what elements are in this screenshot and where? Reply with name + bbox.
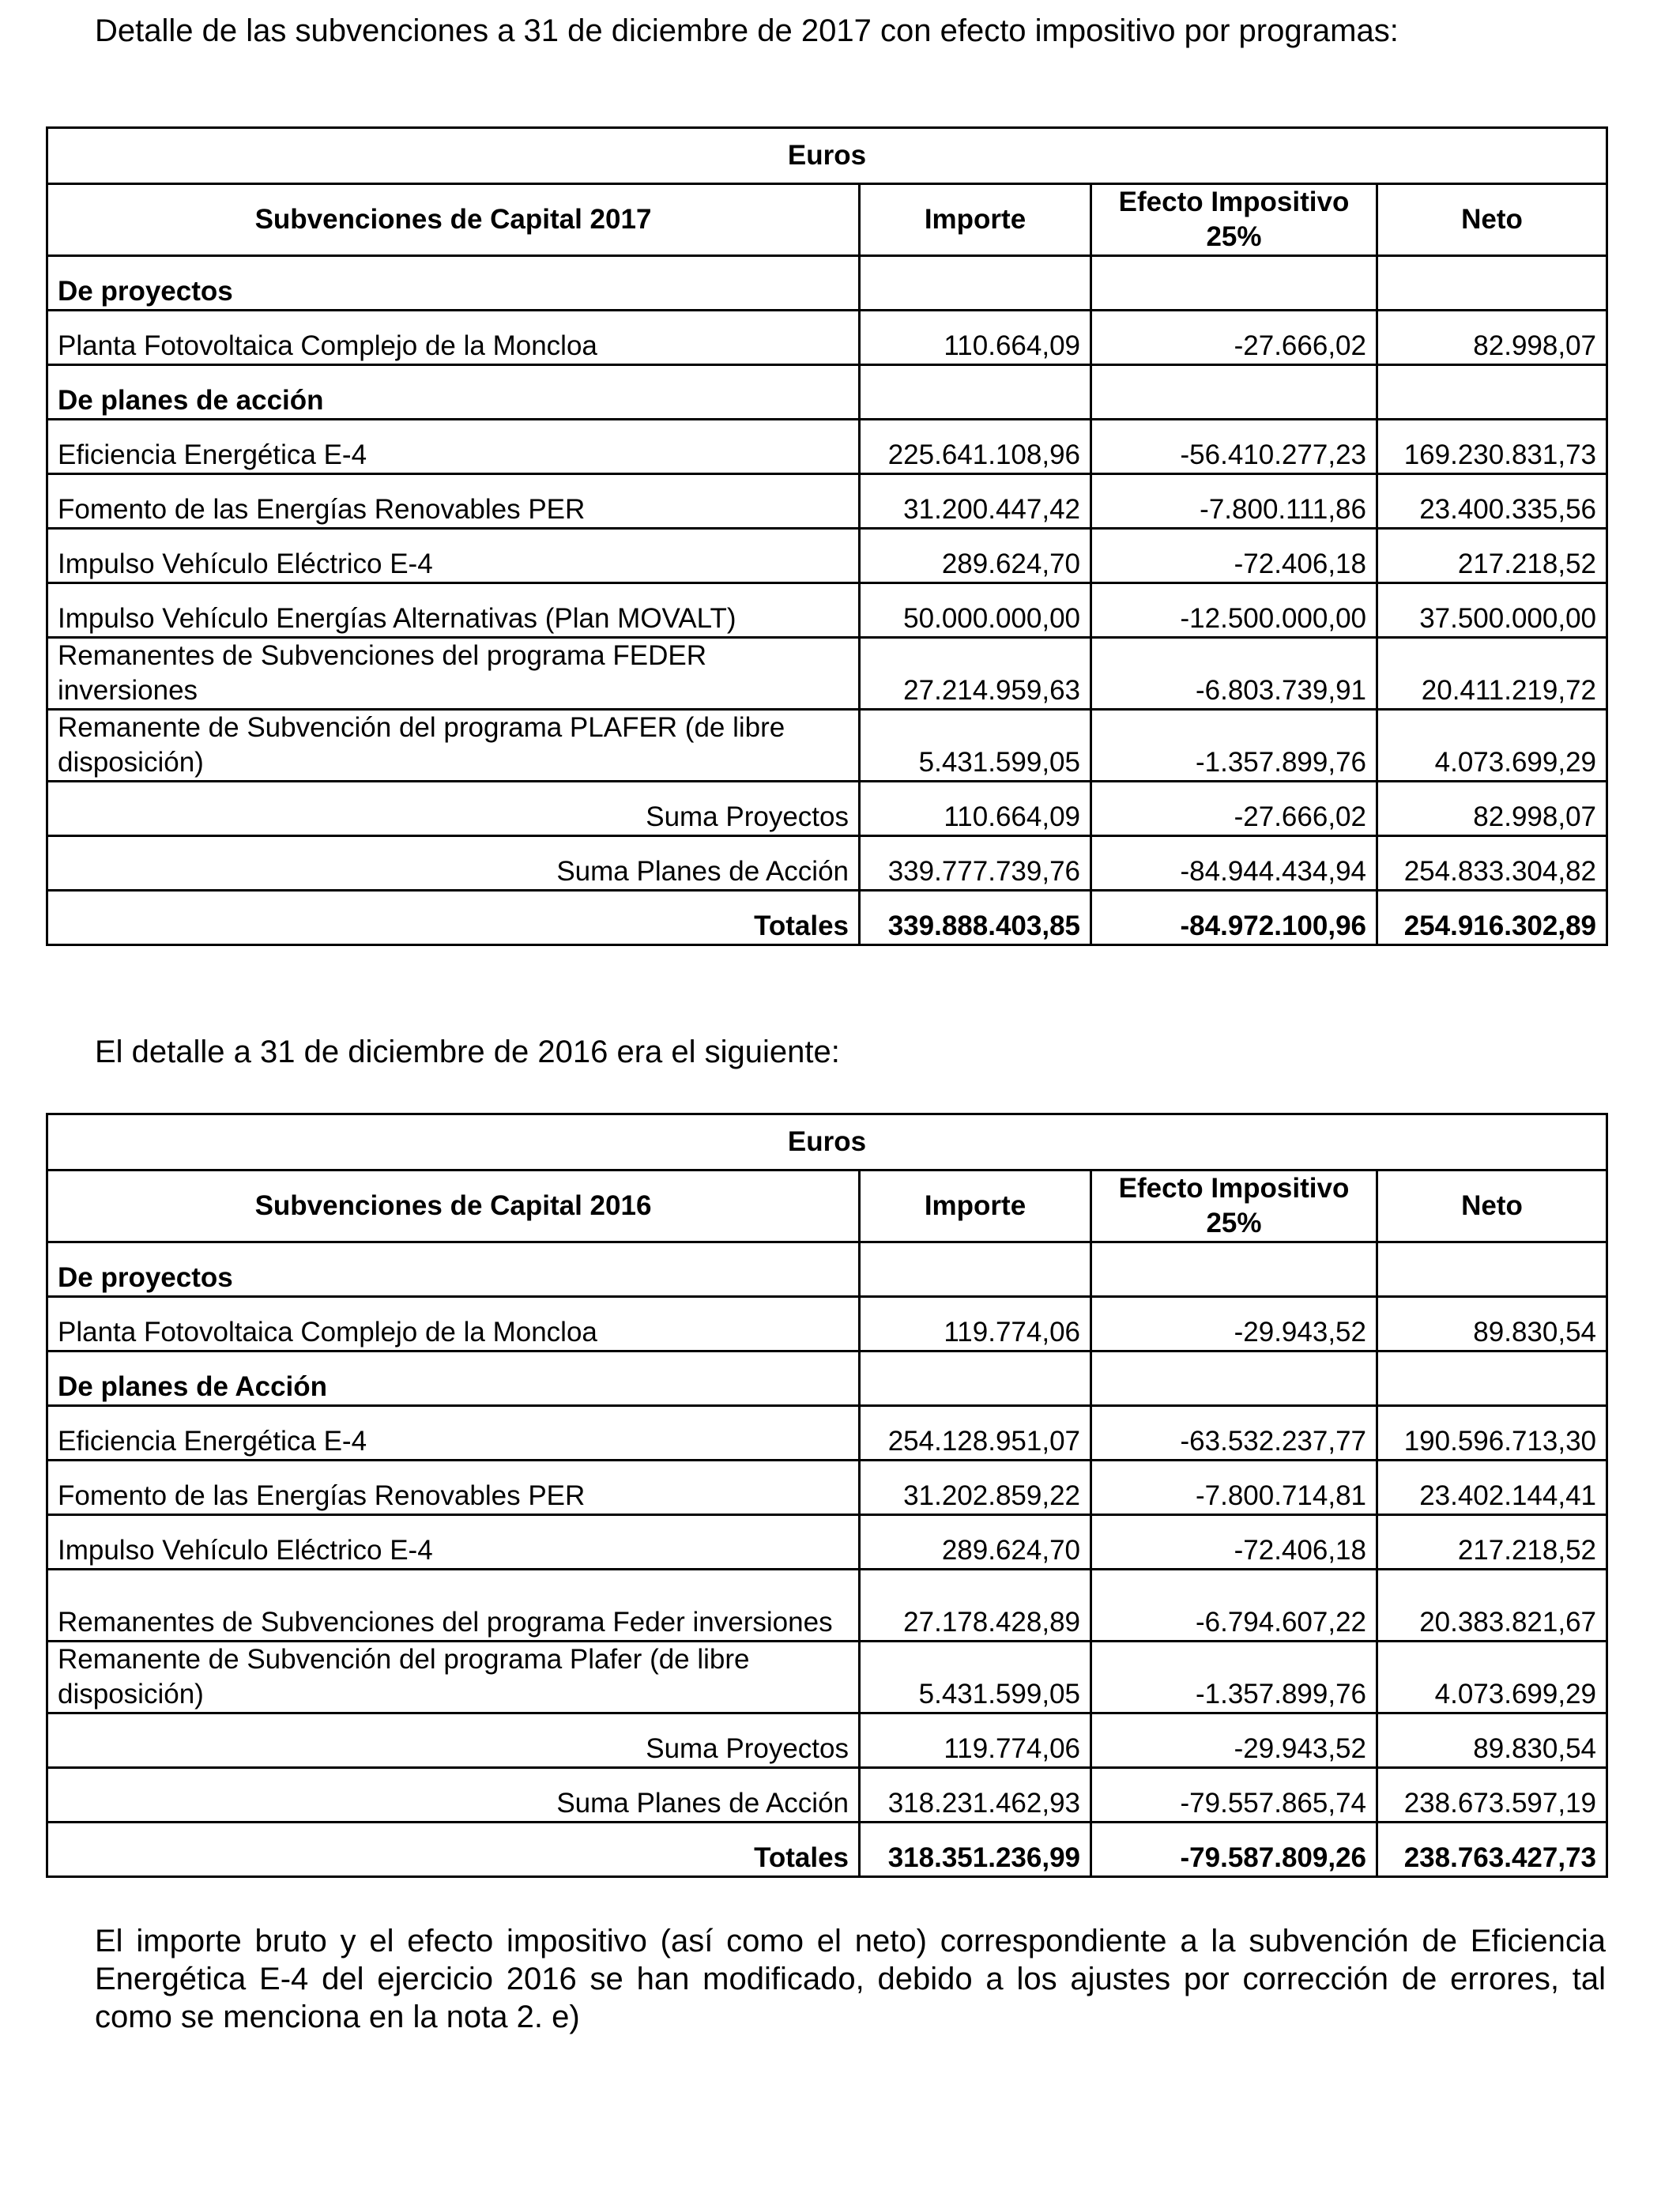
tax-effect-cell: -29.943,52 — [1091, 1297, 1377, 1351]
neto-cell: 20.383.821,67 — [1377, 1570, 1607, 1642]
importe-cell: 119.774,06 — [860, 1713, 1091, 1768]
column-header-concept: Subvenciones de Capital 2017 — [47, 184, 860, 256]
section-row-planes — [47, 365, 1607, 420]
importe-cell: 50.000.000,00 — [860, 583, 1091, 638]
importe-cell: 110.664,09 — [860, 782, 1091, 836]
tax-effect-cell: -72.406,18 — [1091, 529, 1377, 583]
neto-cell: 4.073.699,29 — [1377, 710, 1607, 782]
row-label: Remanente de Subvención del programa Plafer (de libre disposición) — [47, 1642, 860, 1713]
empty-cell — [1091, 365, 1377, 420]
neto-cell: 238.763.427,73 — [1377, 1823, 1607, 1877]
table-row — [47, 1642, 1607, 1713]
neto-cell: 217.218,52 — [1377, 529, 1607, 583]
subsidies-table-2016 — [46, 1113, 1608, 1878]
neto-cell: 254.833.304,82 — [1377, 836, 1607, 891]
section-row-proyectos — [47, 1242, 1607, 1297]
tax-effect-cell: -6.794.607,22 — [1091, 1570, 1377, 1642]
tax-effect-cell: -27.666,02 — [1091, 782, 1377, 836]
tax-effect-cell: -27.666,02 — [1091, 311, 1377, 365]
neto-cell: 4.073.699,29 — [1377, 1642, 1607, 1713]
importe-cell: 318.231.462,93 — [860, 1768, 1091, 1823]
row-label: Remanente de Subvención del programa PLAFER (de libre disposición) — [47, 710, 860, 782]
table-row — [47, 710, 1607, 782]
row-label: Impulso Vehículo Energías Alternativas (Plan MOVALT) — [47, 583, 860, 638]
row-label: Remanentes de Subvenciones del programa Feder inversiones — [47, 1570, 860, 1642]
empty-cell — [860, 1351, 1091, 1406]
table-header-row — [47, 184, 1607, 256]
empty-cell — [860, 1242, 1091, 1297]
tax-effect-cell: -6.803.739,91 — [1091, 638, 1377, 710]
table-row — [47, 1297, 1607, 1351]
section-label: De proyectos — [47, 256, 860, 311]
table-row — [47, 1406, 1607, 1461]
empty-cell — [1377, 1351, 1607, 1406]
table-row — [47, 1570, 1607, 1642]
empty-cell — [1377, 1242, 1607, 1297]
subtotal-label: Suma Planes de Acción — [47, 836, 860, 891]
tax-effect-cell: -79.587.809,26 — [1091, 1823, 1377, 1877]
importe-cell: 119.774,06 — [860, 1297, 1091, 1351]
row-label: Planta Fotovoltaica Complejo de la Moncloa — [47, 1297, 860, 1351]
tax-effect-cell: -12.500.000,00 — [1091, 583, 1377, 638]
tax-effect-cell: -84.944.434,94 — [1091, 836, 1377, 891]
neto-cell: 238.673.597,19 — [1377, 1768, 1607, 1823]
neto-cell: 23.400.335,56 — [1377, 474, 1607, 529]
empty-cell — [1091, 1242, 1377, 1297]
total-row — [47, 891, 1607, 945]
column-header-neto: Neto — [1377, 1171, 1607, 1242]
neto-cell: 37.500.000,00 — [1377, 583, 1607, 638]
table-row — [47, 583, 1607, 638]
tax-effect-cell: -29.943,52 — [1091, 1713, 1377, 1768]
subtotal-label: Suma Proyectos — [47, 1713, 860, 1768]
section-label: De proyectos — [47, 1242, 860, 1297]
row-label: Impulso Vehículo Eléctrico E-4 — [47, 1515, 860, 1570]
tax-effect-cell: -72.406,18 — [1091, 1515, 1377, 1570]
row-label: Impulso Vehículo Eléctrico E-4 — [47, 529, 860, 583]
table-row — [47, 311, 1607, 365]
subsidies-table-2017 — [46, 126, 1608, 946]
section-label: De planes de acción — [47, 365, 860, 420]
tax-effect-cell: -84.972.100,96 — [1091, 891, 1377, 945]
importe-cell: 225.641.108,96 — [860, 420, 1091, 474]
table-row — [47, 420, 1607, 474]
tax-effect-cell: -63.532.237,77 — [1091, 1406, 1377, 1461]
subtotal-label: Suma Planes de Acción — [47, 1768, 860, 1823]
table-row — [47, 1461, 1607, 1515]
column-header-tax-effect: Efecto Impositivo 25% — [1091, 1171, 1377, 1242]
table-row — [47, 1515, 1607, 1570]
table-row — [47, 529, 1607, 583]
subtotal-row-planes — [47, 1768, 1607, 1823]
importe-cell: 31.200.447,42 — [860, 474, 1091, 529]
subtotal-label: Suma Proyectos — [47, 782, 860, 836]
empty-cell — [1377, 256, 1607, 311]
tax-effect-cell: -7.800.111,86 — [1091, 474, 1377, 529]
table-row — [47, 474, 1607, 529]
column-header-tax-effect: Efecto Impositivo 25% — [1091, 184, 1377, 256]
empty-cell — [860, 256, 1091, 311]
subtotal-row-planes — [47, 836, 1607, 891]
importe-cell: 31.202.859,22 — [860, 1461, 1091, 1515]
closing-paragraph: El importe bruto y el efecto impositivo (así como el neto) correspondiente a la subvención de Eficiencia Energética E-4 del ejercicio 2016 se han modificado, debido a los ajustes por corrección de errores, tal como se menciona en la nota 2. e) — [95, 1924, 1606, 2034]
row-label: Eficiencia Energética E-4 — [47, 1406, 860, 1461]
importe-cell: 5.431.599,05 — [860, 710, 1091, 782]
tax-effect-cell: -79.557.865,74 — [1091, 1768, 1377, 1823]
neto-cell: 89.830,54 — [1377, 1713, 1607, 1768]
table-header-row — [47, 1171, 1607, 1242]
tax-effect-cell: -56.410.277,23 — [1091, 420, 1377, 474]
importe-cell: 254.128.951,07 — [860, 1406, 1091, 1461]
row-label: Eficiencia Energética E-4 — [47, 420, 860, 474]
row-label: Planta Fotovoltaica Complejo de la Moncloa — [47, 311, 860, 365]
section-label: De planes de Acción — [47, 1351, 860, 1406]
neto-cell: 23.402.144,41 — [1377, 1461, 1607, 1515]
neto-cell: 254.916.302,89 — [1377, 891, 1607, 945]
empty-cell — [1091, 1351, 1377, 1406]
tax-effect-cell: -7.800.714,81 — [1091, 1461, 1377, 1515]
importe-cell: 110.664,09 — [860, 311, 1091, 365]
importe-cell: 5.431.599,05 — [860, 1642, 1091, 1713]
table-row — [47, 638, 1607, 710]
neto-cell: 217.218,52 — [1377, 1515, 1607, 1570]
neto-cell: 190.596.713,30 — [1377, 1406, 1607, 1461]
neto-cell: 82.998,07 — [1377, 311, 1607, 365]
importe-cell: 289.624,70 — [860, 1515, 1091, 1570]
column-header-neto: Neto — [1377, 184, 1607, 256]
column-header-concept: Subvenciones de Capital 2016 — [47, 1171, 860, 1242]
empty-cell — [1377, 365, 1607, 420]
tax-effect-cell: -1.357.899,76 — [1091, 1642, 1377, 1713]
importe-cell: 318.351.236,99 — [860, 1823, 1091, 1877]
importe-cell: 289.624,70 — [860, 529, 1091, 583]
importe-cell: 27.214.959,63 — [860, 638, 1091, 710]
section-row-proyectos — [47, 256, 1607, 311]
subtotal-row-proyectos — [47, 782, 1607, 836]
section-row-planes — [47, 1351, 1607, 1406]
row-label: Remanentes de Subvenciones del programa FEDER inversiones — [47, 638, 860, 710]
neto-cell: 169.230.831,73 — [1377, 420, 1607, 474]
mid-paragraph: El detalle a 31 de diciembre de 2016 era el siguiente: — [95, 1035, 840, 1069]
euros-header: Euros — [47, 128, 1607, 184]
intro-paragraph: Detalle de las subvenciones a 31 de diciembre de 2017 con efecto impositivo por programas: — [95, 13, 1399, 48]
row-label: Fomento de las Energías Renovables PER — [47, 474, 860, 529]
total-label: Totales — [47, 891, 860, 945]
importe-cell: 27.178.428,89 — [860, 1570, 1091, 1642]
subtotal-row-proyectos — [47, 1713, 1607, 1768]
importe-cell: 339.888.403,85 — [860, 891, 1091, 945]
total-label: Totales — [47, 1823, 860, 1877]
table-super-header-row — [47, 1114, 1607, 1171]
tax-effect-cell: -1.357.899,76 — [1091, 710, 1377, 782]
empty-cell — [860, 365, 1091, 420]
total-row — [47, 1823, 1607, 1877]
neto-cell: 89.830,54 — [1377, 1297, 1607, 1351]
neto-cell: 82.998,07 — [1377, 782, 1607, 836]
importe-cell: 339.777.739,76 — [860, 836, 1091, 891]
empty-cell — [1091, 256, 1377, 311]
euros-header: Euros — [47, 1114, 1607, 1171]
table-super-header-row — [47, 128, 1607, 184]
row-label: Fomento de las Energías Renovables PER — [47, 1461, 860, 1515]
neto-cell: 20.411.219,72 — [1377, 638, 1607, 710]
column-header-importe: Importe — [860, 184, 1091, 256]
column-header-importe: Importe — [860, 1171, 1091, 1242]
